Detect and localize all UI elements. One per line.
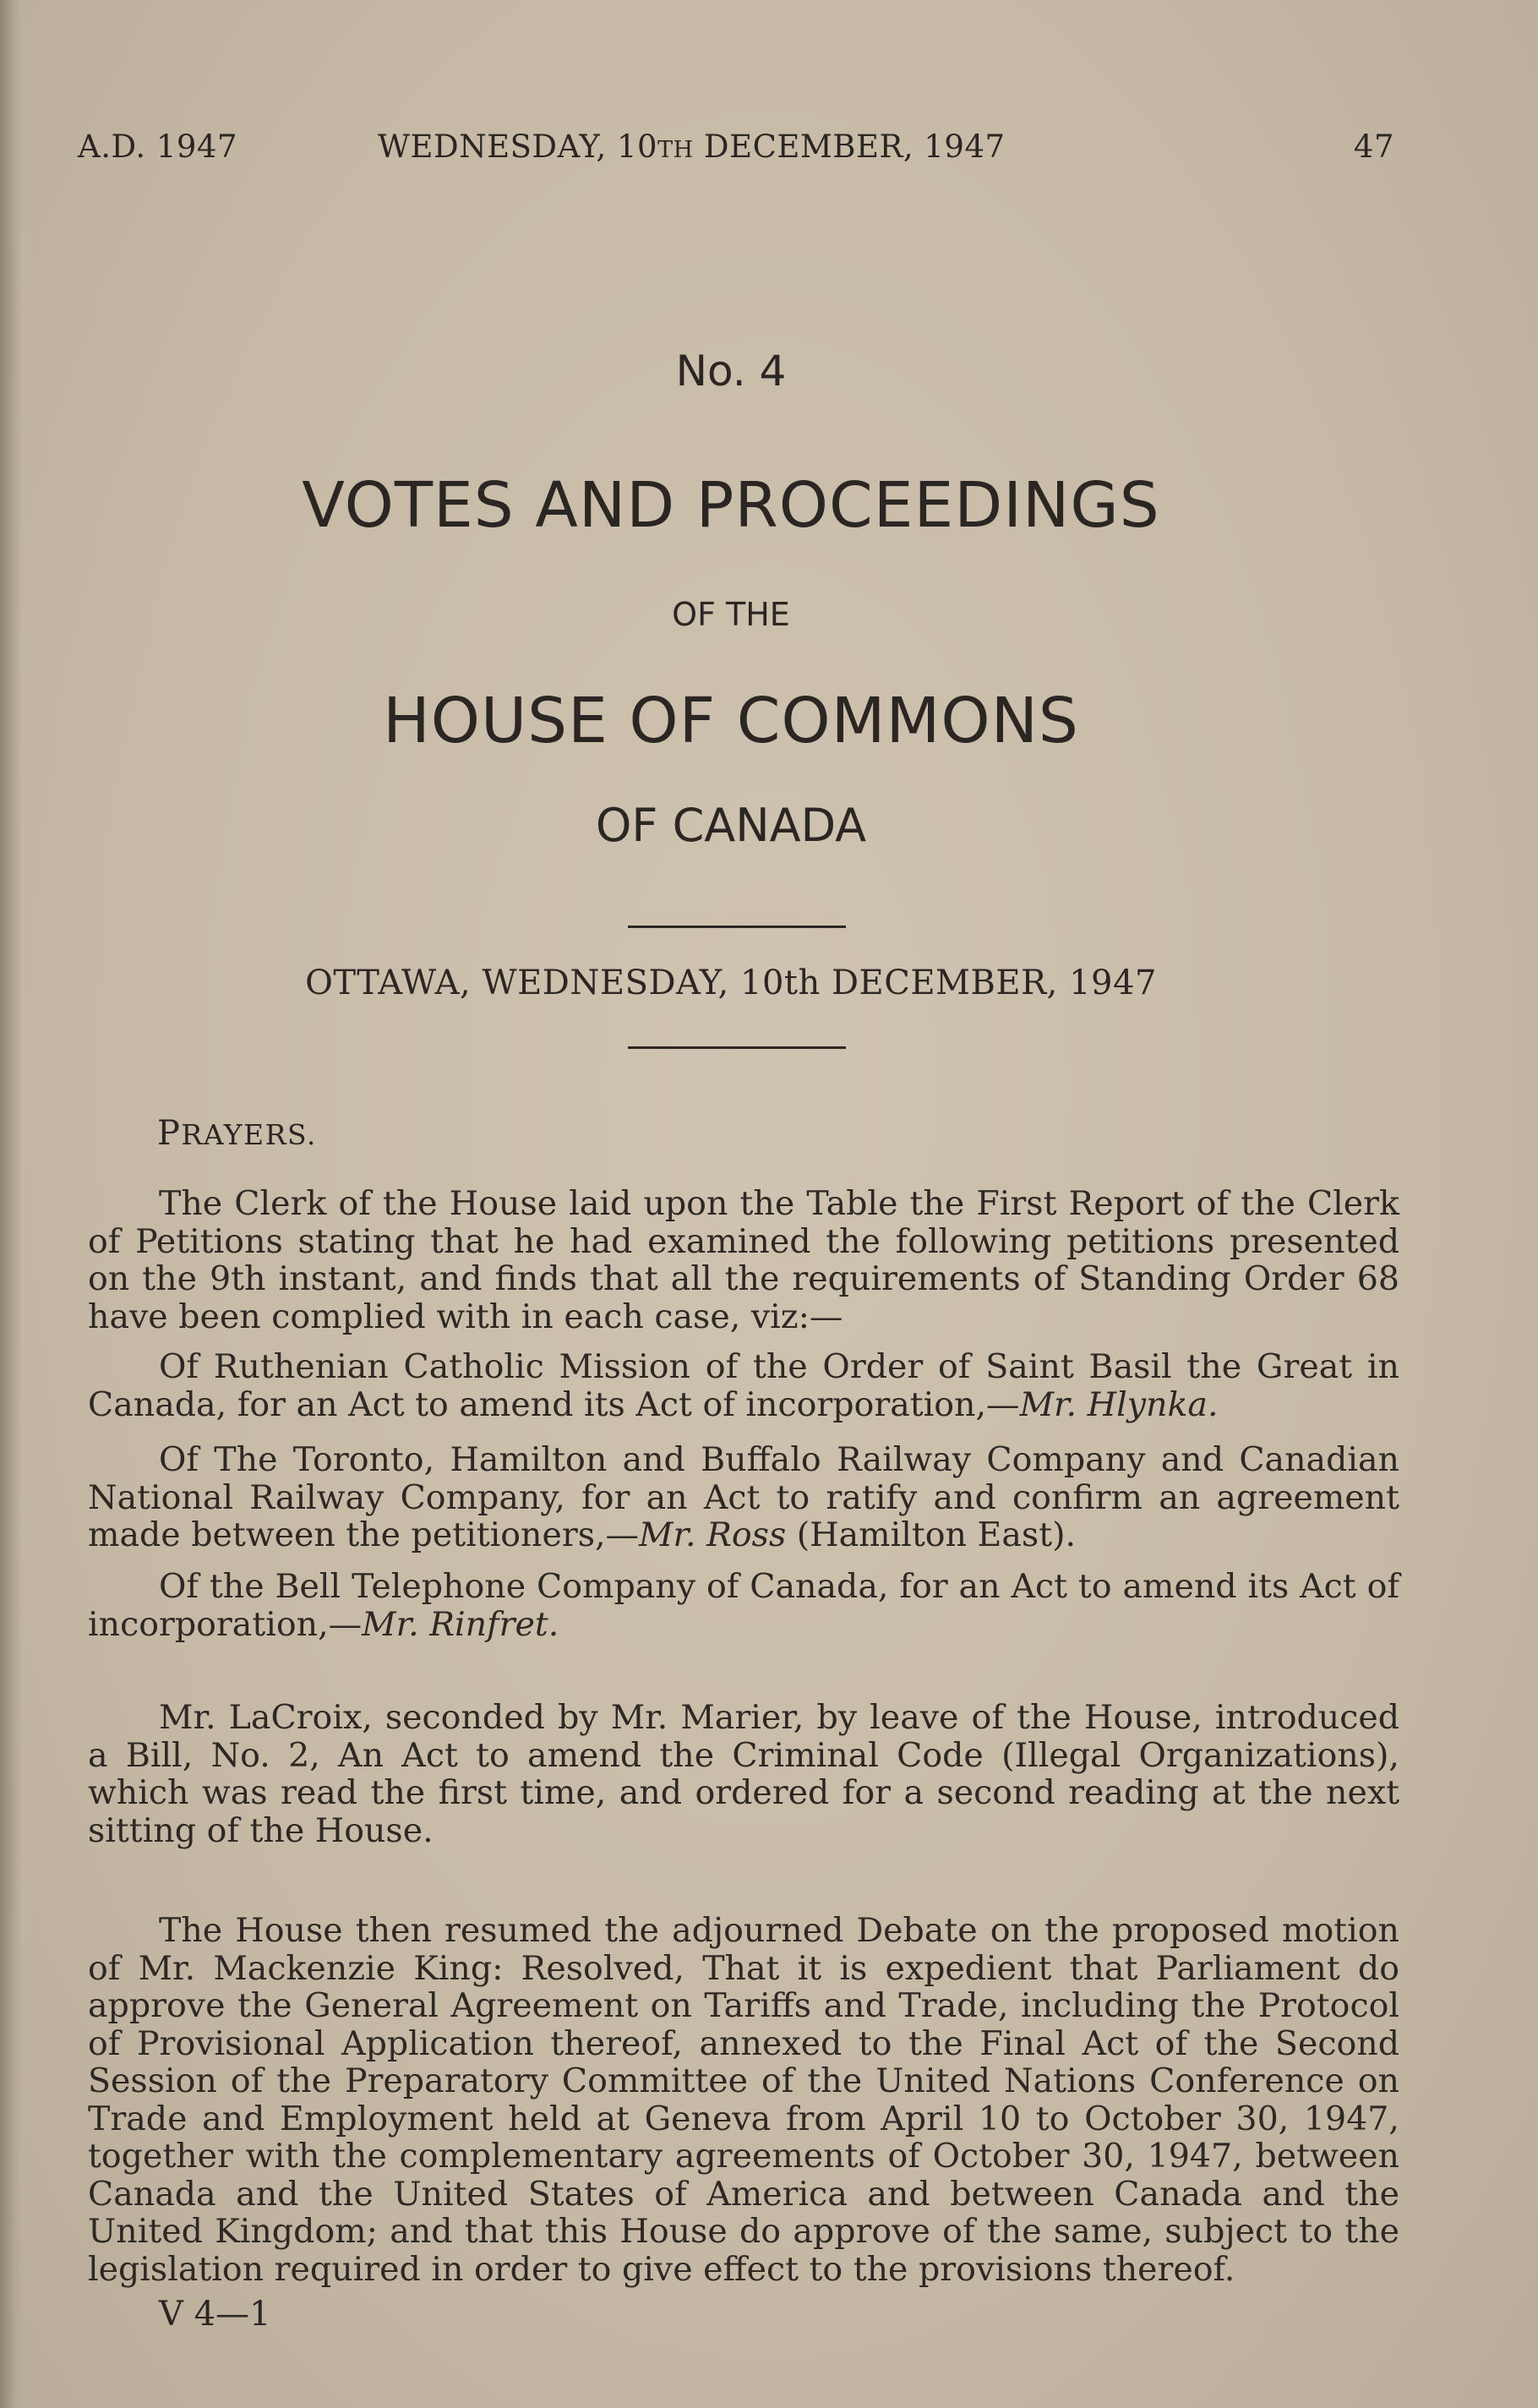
prayers-heading: PRAYERS.	[157, 1114, 317, 1153]
running-head-date: WEDNESDAY, 10TH DECEMBER, 1947	[378, 128, 1006, 165]
divider-top	[628, 926, 846, 928]
paragraph-bill-introduction: Mr. LaCroix, seconded by Mr. Marier, by leave of the House, introduced a Bill, No. 2, An Act to amend the Criminal Code (Illegal Organizations), which was read the first time, and ordered for a second reading at the next sitting of the House.	[88, 1698, 1399, 1850]
page-number: 47	[1353, 128, 1394, 165]
running-head	[78, 128, 1394, 176]
paragraph-petition-bell: Of the Bell Telephone Company of Canada, for an Act to amend its Act of incorporation,—Mr. Rinfret.	[88, 1567, 1399, 1644]
paragraph-debate: The House then resumed the adjourned Debate on the proposed motion of Mr. Mackenzie King: Resolved, That it is expedient that Parliament do approve the General Agreement on Tariffs and Trade, including the Protocol of Provisional Application thereof, annexed to the Final Act of the Second Session of the Preparatory Committee of the United Nations Conference on Trade and Employment held at Geneva from April 10 to October 30, 1947, together with the complementary agreements of October 30, 1947, between Canada and the United States of America and between Canada and the United Kingdom; and that this House do approve of the same, subject to the legislation required in order to give effect to the provisions thereof.	[88, 1911, 1399, 2289]
issue-number: No. 4	[675, 347, 787, 396]
paragraph-petition-ruthenian: Of Ruthenian Catholic Mission of the Order of Saint Basil the Great in Canada, for an Act to amend its Act of incorporation,—Mr. Hlynka.	[88, 1347, 1399, 1424]
running-head-year: A.D. 1947	[78, 128, 238, 165]
dateline: OTTAWA, WEDNESDAY, 10th DECEMBER, 1947	[305, 964, 1157, 1002]
paragraph-clerk-report: The Clerk of the House laid upon the Table the First Report of the Clerk of Petitions stating that he had examined the following petitions presented on the 9th instant, and finds that all the requirements of Standing Order 68 have been complied with in each case, viz:—	[88, 1184, 1399, 1336]
paragraph-petition-railway: Of The Toronto, Hamilton and Buffalo Railway Company and Canadian National Railway Company, for an Act to ratify and confirm an agreement made between the petitioners,—Mr. Ross (Hamilton East).	[88, 1440, 1399, 1554]
page-title: VOTES AND PROCEEDINGS	[302, 469, 1160, 542]
signature-mark: V 4—1	[159, 2295, 271, 2334]
subtitle-of-the: OF THE	[672, 596, 790, 633]
divider-bottom	[628, 1046, 846, 1049]
house-title: HOUSE OF COMMONS	[383, 685, 1079, 757]
subtitle-of-canada: OF CANADA	[595, 799, 867, 852]
